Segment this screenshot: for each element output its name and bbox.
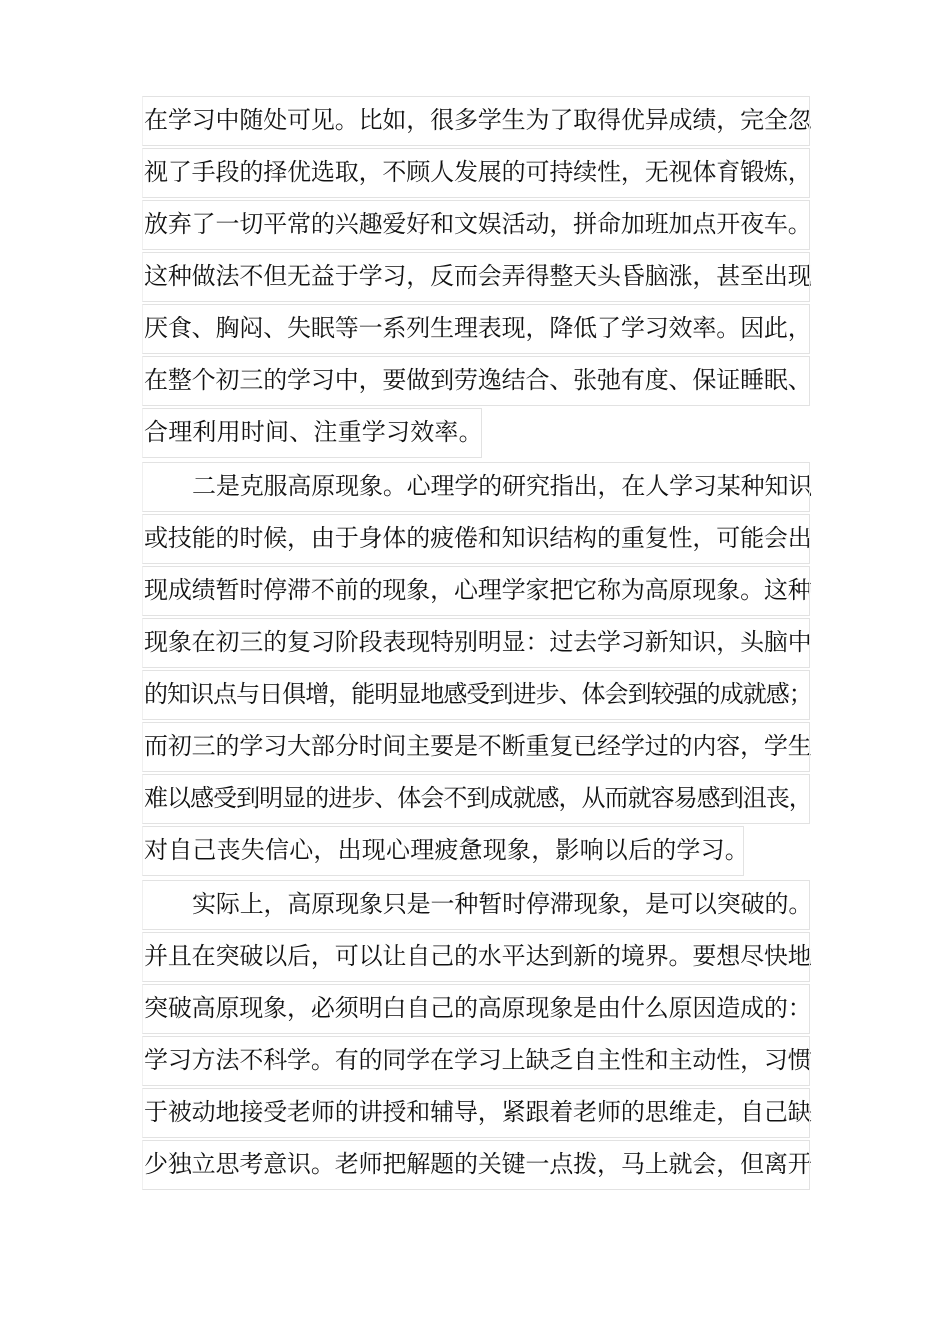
text-line — [144, 96, 824, 148]
text-line — [144, 670, 824, 722]
text-line — [144, 722, 824, 774]
text-line — [144, 462, 824, 514]
text-line — [144, 252, 824, 304]
text-line — [144, 932, 824, 984]
line-text: 现成绩暂时停滞不前的现象，心理学家把它称为高原现象。这种 — [144, 576, 812, 604]
line-text: 在学习中随处可见。比如，很多学生为了取得优异成绩，完全忽 — [144, 106, 812, 134]
line-text: 在整个初三的学习中，要做到劳逸结合、张弛有度、保证睡眠、 — [144, 366, 812, 394]
paragraph-2 — [144, 462, 824, 878]
text-line — [144, 880, 824, 932]
text-line — [144, 1140, 824, 1192]
line-text: 放弃了一切平常的兴趣爱好和文娱活动，拼命加班加点开夜车。 — [144, 210, 812, 238]
line-text: 的知识点与日俱增，能明显地感受到进步、体会到较强的成就感； — [144, 680, 812, 708]
line-text: 二是克服高原现象。心理学的研究指出，在人学习某种知识 — [192, 472, 813, 500]
text-line — [144, 1036, 824, 1088]
line-text: 视了手段的择优选取，不顾人发展的可持续性，无视体育锻炼， — [144, 158, 812, 186]
line-text: 而初三的学习大部分时间主要是不断重复已经学过的内容，学生 — [144, 732, 812, 760]
line-text: 突破高原现象，必须明白自己的高原现象是由什么原因造成的： — [144, 994, 812, 1022]
text-line — [144, 566, 824, 618]
text-line — [144, 148, 824, 200]
text-line — [144, 1088, 824, 1140]
text-line — [144, 408, 824, 460]
text-line — [144, 356, 824, 408]
paragraph-1 — [144, 96, 824, 460]
line-text: 难以感受到明显的进步、体会不到成就感，从而就容易感到沮丧， — [144, 784, 812, 812]
line-text: 对自己丧失信心，出现心理疲惫现象，影响以后的学习。 — [144, 836, 749, 864]
line-text: 现象在初三的复习阶段表现特别明显：过去学习新知识，头脑中 — [144, 628, 812, 656]
paragraph-3 — [144, 880, 824, 1192]
line-text: 学习方法不科学。有的同学在学习上缺乏自主性和主动性，习惯 — [144, 1046, 812, 1074]
text-line — [144, 984, 824, 1036]
text-line — [144, 774, 824, 826]
line-text: 合理利用时间、注重学习效率。 — [144, 418, 483, 446]
line-text: 厌食、胸闷、失眠等一系列生理表现，降低了学习效率。因此， — [144, 314, 812, 342]
line-text: 或技能的时候，由于身体的疲倦和知识结构的重复性，可能会出 — [144, 524, 812, 552]
line-text: 并且在突破以后，可以让自己的水平达到新的境界。要想尽快地 — [144, 942, 812, 970]
text-line — [144, 200, 824, 252]
line-text: 这种做法不但无益于学习，反而会弄得整天头昏脑涨，甚至出现 — [144, 262, 812, 290]
text-line — [144, 618, 824, 670]
text-line — [144, 514, 824, 566]
line-text: 实际上，高原现象只是一种暂时停滞现象，是可以突破的。 — [192, 890, 813, 918]
line-text: 少独立思考意识。老师把解题的关键一点拨，马上就会，但离开 — [144, 1150, 812, 1178]
line-text: 于被动地接受老师的讲授和辅导，紧跟着老师的思维走，自己缺 — [144, 1098, 812, 1126]
text-line — [144, 826, 824, 878]
text-line — [144, 304, 824, 356]
